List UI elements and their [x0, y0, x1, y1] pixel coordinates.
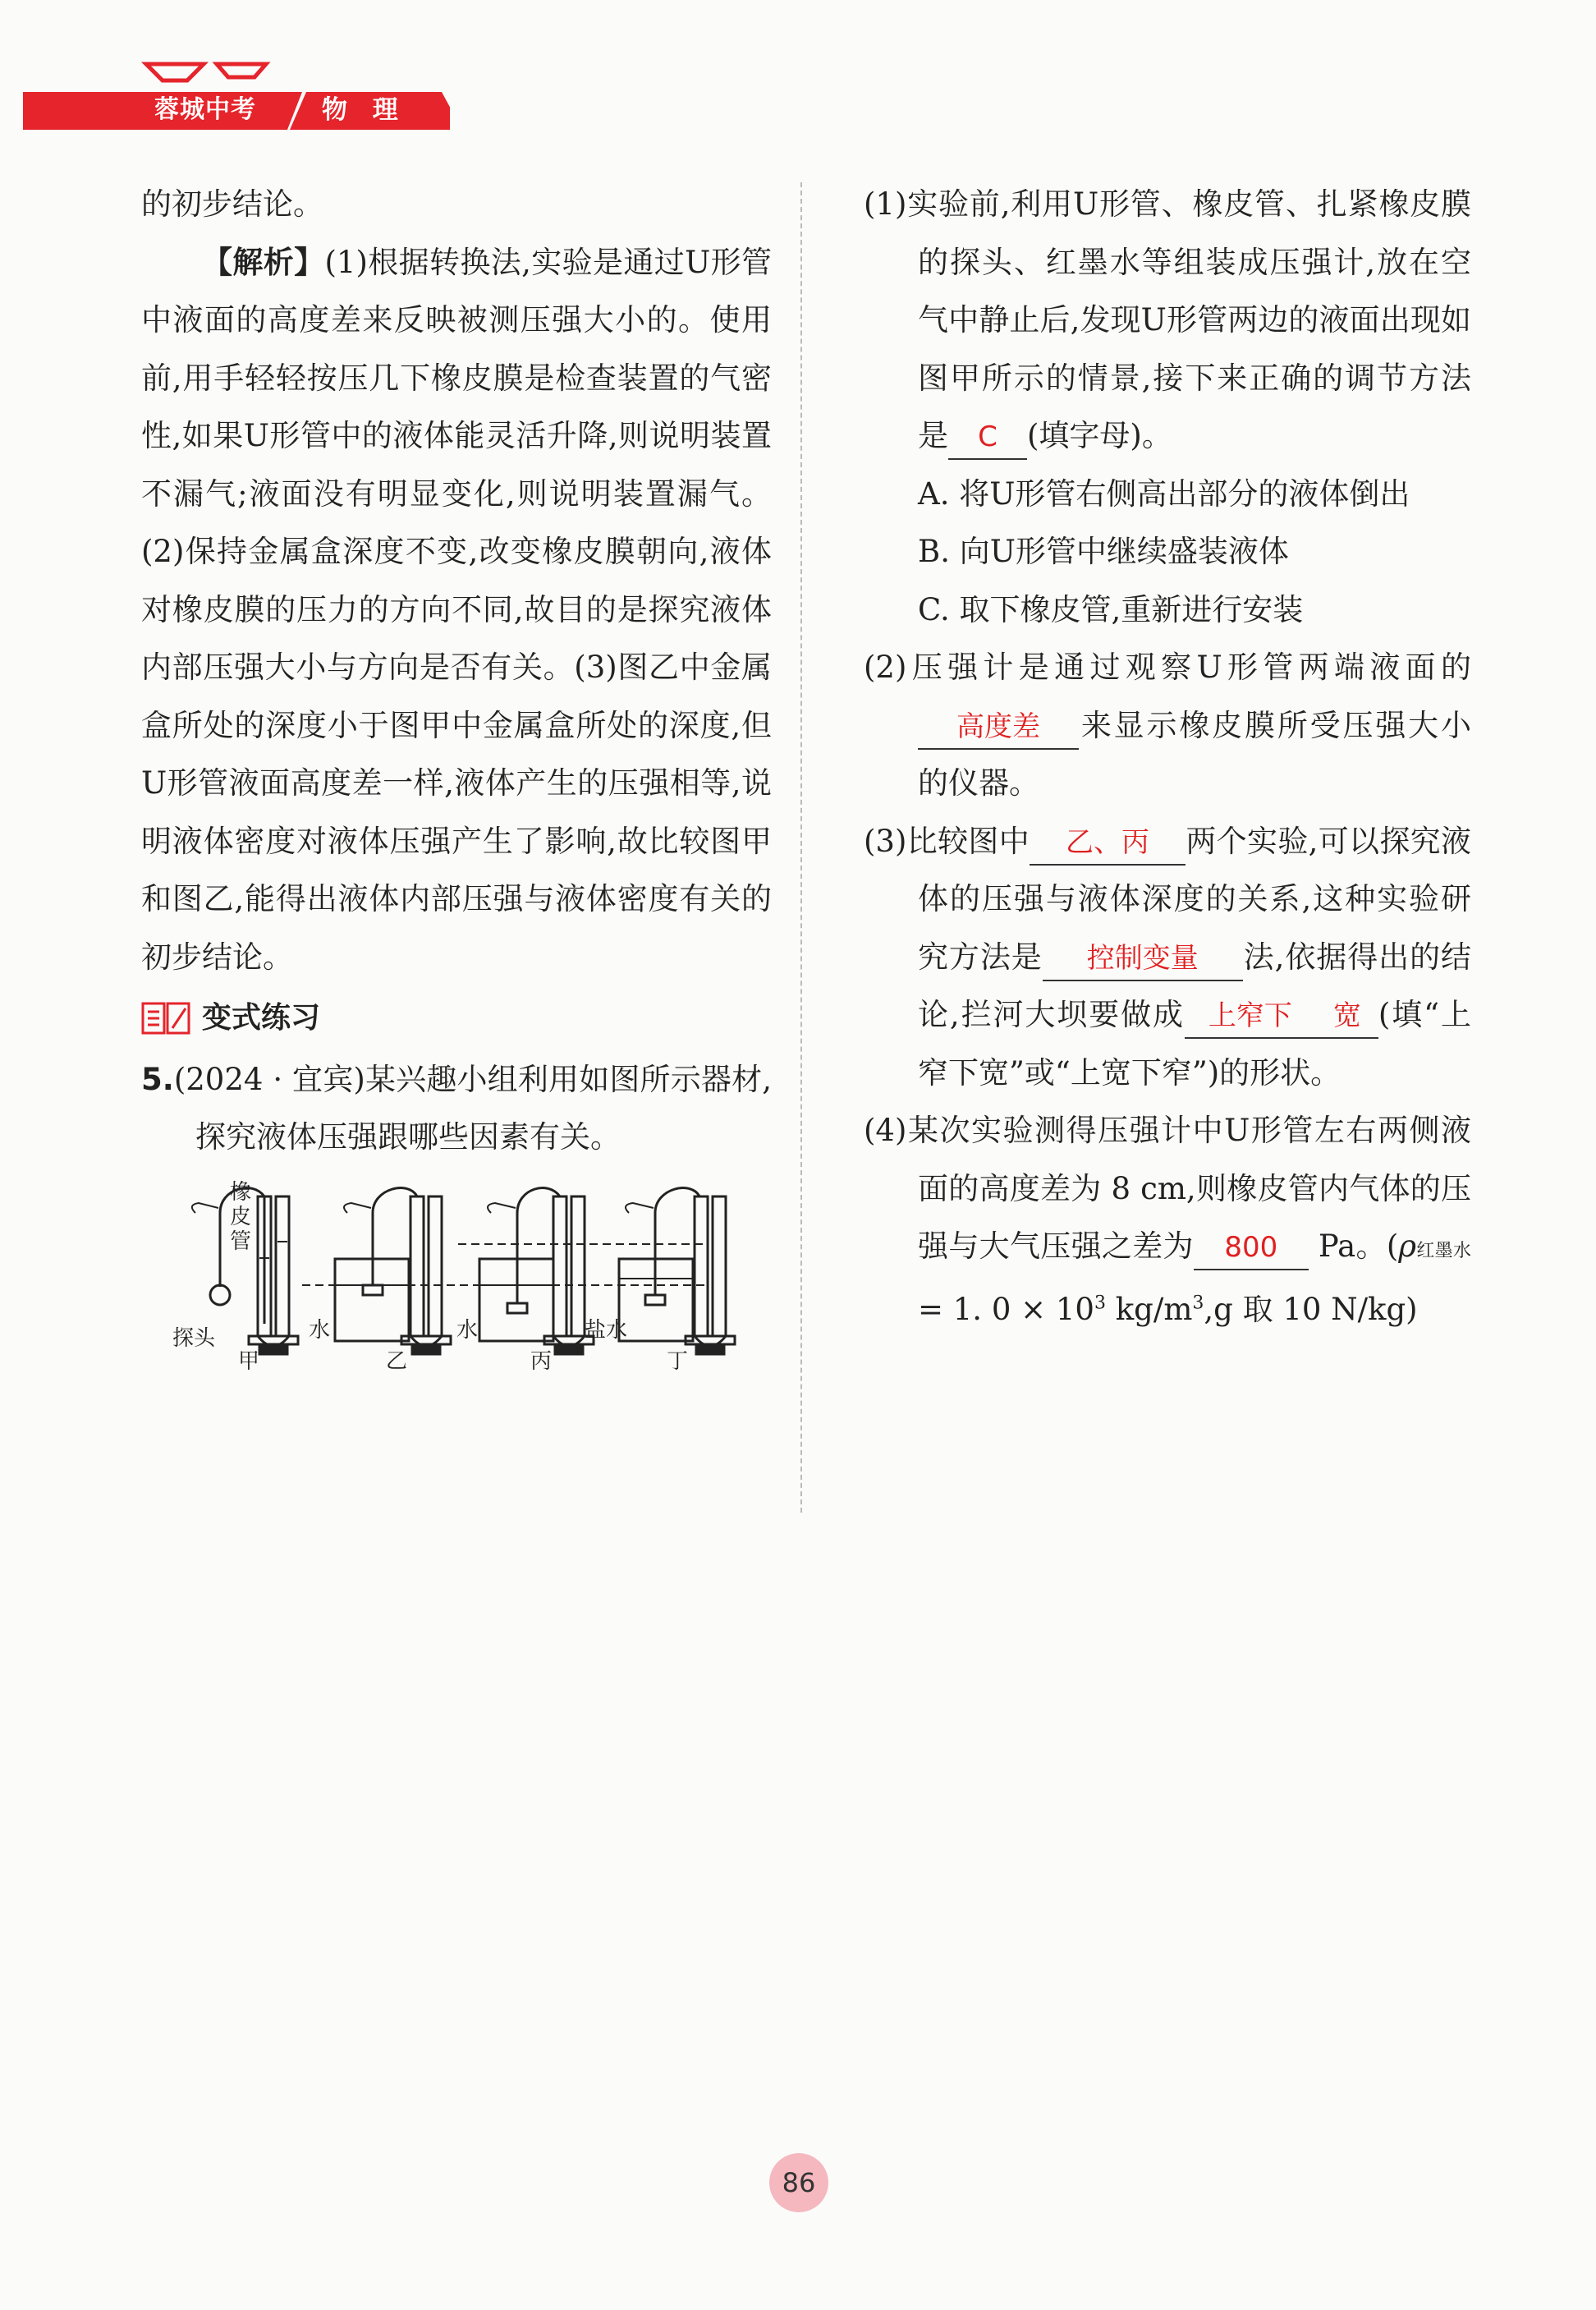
continued-text: 的初步结论。	[141, 186, 323, 222]
exponent-2: 3	[1192, 1293, 1204, 1314]
option-b: B. 向U形管中继续盛装液体	[918, 534, 1289, 569]
logo-text: 蓉城中考	[154, 95, 256, 124]
question-2	[864, 639, 1471, 813]
rho-subscript: 红墨水	[1416, 1241, 1471, 1261]
question-5-text: (2024 · 宜宾)某兴趣小组利用如图所示器材,探究液体压强跟哪些因素有关。	[173, 1061, 772, 1155]
page-number: 86	[769, 2153, 828, 2212]
experiment-figure	[171, 1180, 770, 1377]
answer-3-2: 控制变量	[1043, 937, 1243, 981]
label-water-bing: 水	[456, 1317, 479, 1343]
question-3-d: (填“上窄下宽”或“上宽下窄”)的形状。	[918, 997, 1471, 1091]
exponent-1: 3	[1094, 1293, 1106, 1314]
question-5	[141, 1051, 772, 1167]
label-yi: 乙	[386, 1348, 408, 1374]
question-4-text: 某次实验测得压强计中U形管左右两侧液面的高度差为 8 cm,则橡皮管内气体的压强与大气压强之差为	[906, 1113, 1471, 1264]
question-4-unit: Pa。(	[1318, 1228, 1399, 1264]
gravity-note: ,g 取 10 N/kg)	[1204, 1291, 1418, 1327]
question-2-tail: 来显示橡皮膜所受压强大小的仪器。	[918, 707, 1471, 801]
answer-4: 800	[1194, 1226, 1309, 1270]
label-water-jia: 水	[309, 1317, 331, 1343]
apparatus-ding	[619, 1187, 735, 1353]
label-bing: 丙	[530, 1348, 553, 1374]
practice-heading	[141, 990, 772, 1048]
option-c: C. 取下橡皮管,重新进行安装	[918, 591, 1304, 627]
question-3	[864, 813, 1471, 1103]
analysis-paragraph	[141, 234, 772, 987]
question-2-number: (2)	[864, 650, 907, 685]
label-tantou: 探头	[172, 1325, 216, 1351]
label-xiangpiguan: 橡皮管	[230, 1179, 252, 1254]
label-saltwater: 盐水	[585, 1317, 628, 1343]
answer-1: C	[948, 416, 1027, 460]
option-a: A. 将U形管右侧高出部分的液体倒出	[918, 475, 1410, 512]
question-3-number: (3)	[864, 823, 907, 859]
answer-3-1: 乙、丙	[1030, 821, 1186, 866]
question-3-b: 两个实验,可以探究液体的压强与液体深度的关系,这种实验研究方法是	[918, 823, 1472, 975]
left-column	[141, 176, 772, 1377]
question-3-c: 法,依据得出的结论,拦河大坝要做成	[918, 939, 1472, 1032]
answer-3-3b: 宽	[1316, 994, 1378, 1039]
answer-2: 高度差	[918, 705, 1079, 750]
subject-label: 物 理	[322, 95, 406, 125]
question-5-number: 5.	[141, 1061, 174, 1097]
right-column	[864, 176, 1471, 1339]
column-divider	[800, 182, 802, 1513]
density-unit: kg/m	[1105, 1291, 1193, 1327]
question-4-number: (4)	[864, 1113, 907, 1148]
question-1	[864, 176, 1471, 466]
question-1-text: 实验前,利用U形管、橡皮管、扎紧橡皮膜的探头、红墨水等组装成压强计,放在空气中静止后,发现U形管两边的液面出现如图甲所示的情景,接下来正确的调节方法是	[906, 186, 1471, 453]
density-value: = 1. 0 × 10	[918, 1291, 1094, 1327]
question-3-a: 比较图中	[906, 823, 1030, 859]
rho-symbol: ρ	[1398, 1228, 1417, 1264]
question-2-text: 压强计是通过观察U形管两端液面的	[906, 650, 1471, 685]
practice-title: 变式练习	[202, 1001, 321, 1035]
label-jia: 甲	[238, 1348, 260, 1374]
question-1-tail: (填字母)。	[1027, 418, 1172, 453]
experiment-drawing	[171, 1180, 770, 1377]
apparatus-yi	[335, 1187, 451, 1353]
analysis-label: 【解析】	[202, 244, 325, 280]
notebook-icon	[141, 1000, 192, 1036]
question-1-number: (1)	[864, 186, 907, 222]
analysis-text: (1)根据转换法,实验是通过U形管中液面的高度差来反映被测压强大小的。使用前,用手轻轻按压几下橡皮膜是检查装置的气密性,如果U形管中的液体能灵活升降,则说明装置不漏气;液面没有明显变化,则说明装置漏气。(2)保持金属盒深度不变,改变橡皮膜朝向,液体对橡皮膜的压力的方向不同,故目的是探究液体内部压强大小与方向是否有关。(3)图乙中金属盒所处的深度小于图甲中金属盒所处的深度,但U形管液面高度差一样,液体产生的压强相等,说明液体密度对液体压强产生了影响,故比较图甲和图乙,能得出液体内部压强与液体密度有关的初步结论。	[141, 244, 773, 975]
answer-3-3a: 上窄下	[1185, 994, 1316, 1039]
label-ding: 丁	[667, 1348, 689, 1374]
question-4	[864, 1102, 1471, 1339]
apparatus-bing	[479, 1187, 594, 1353]
